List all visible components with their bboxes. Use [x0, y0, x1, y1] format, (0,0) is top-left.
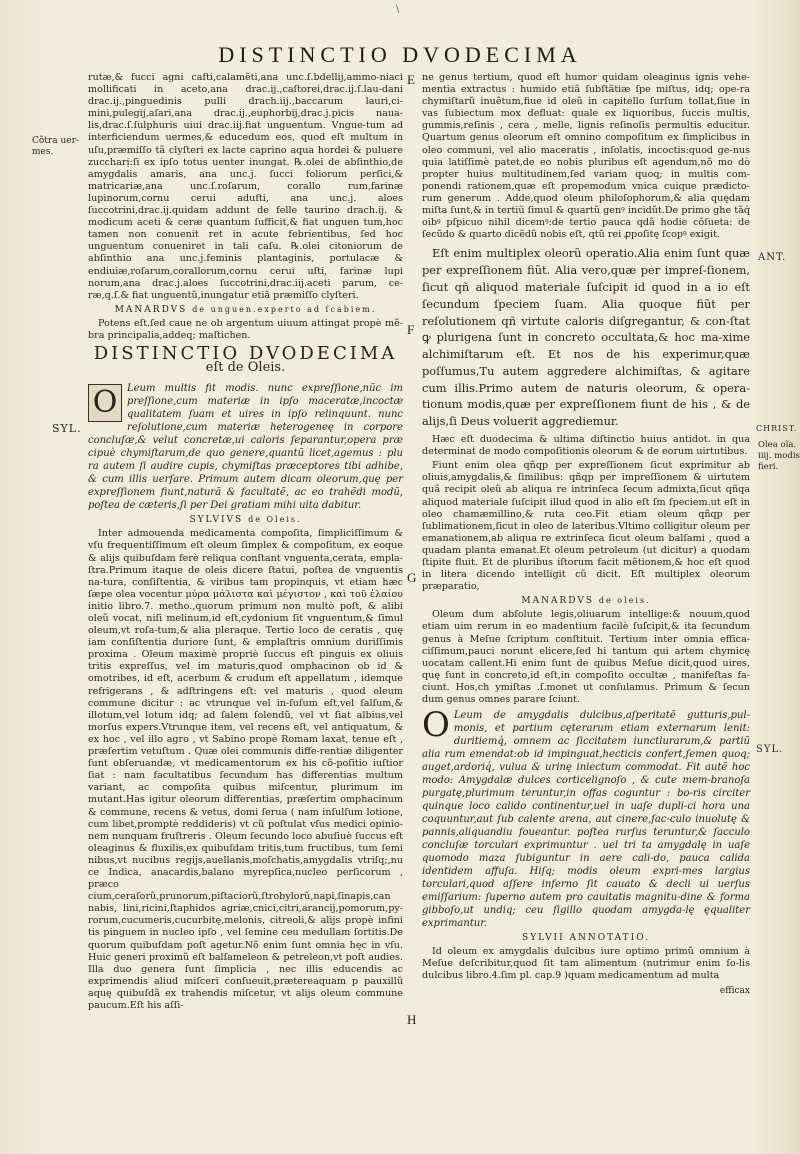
- left-column: [88, 72, 403, 1014]
- dropcap-o: O: [88, 384, 122, 422]
- section-letter-f: F: [407, 322, 415, 337]
- right-paragraph-5: Oleum dum abſolute legis,oliuarum intellige:& nouum,quod etiam uim rerum in eo madentium facilè ſuſcipit,& ita ſecundum genus à Meſue ſcriptum conſtituit. Tertium inter omnia effica-ciſſimum,pauci norunt elicere,ſed hi tantum qui artem chymicę uocatam callent.Hi enim ſunt de quibus Meſue dicit,quod uires, quę ſunt in concreto,id eſt,in compoſito occultæ , manifeſtas fa-ciunt. Hos,ch ymiſtas .ſ.monet ut conſulamus. Primum & ſecun dum genus omnes parare ſciunt.: [422, 609, 750, 706]
- margin-label-christ: CHRIST.: [756, 424, 798, 433]
- italic-intro-text: Leum multis fit modis. nunc expreſſione,nũc im preſſione,cum materiæ in ipſo maceratæ,incoctæ qualitatem ſuam et uires in ipſo relinquunt. nunc reſolutione,cum materiæ heterogeneę in corpore concluſæ,& velut concretæ,ui caloris ſeparantur,opera præ cipuè chymiſtarum,de quo genere,quantũ licet,agemus : plu ra autem ſi audire cupis, chymiſtas præceptores tibi adhibe, & cum illis uerſare. Primum autem dicam oleorum,quę per expreſſionem fiunt,naturã & facultatẽ, ac eo trahẽdi modũ, poſtea de cæteris,ſi per Dei gratiam mihi uita dabitur.: [88, 383, 403, 512]
- right-paragraph-4: Fiunt enim olea qñqp per expreſſionem ſicut exprimitur ab oliuis,amygdalis,& ſimilibus: qñqp per impreſſionem & uirtutem quã recipit oleũ ab aliqua re intrinſeca ſecum admixta,ſicut qñqa aliquod materiale ſuſcipit illud quod in alio eſt ſm ſpeciem.ut eſt in oleo chamæmillino,& ruta ceo.Fit etiam oleum qñqp per ſublimationem,ſicut in oleo de lateribus.Vltimo colligitur oleum per emanationem,ab aliqua re extrinſeca ſicut oleum balſami , quod a quadam planta emanat.Et oleum petroleum (ut dicitur) a quodam ſtipite fluit. Et de pluribus iſtorum facit mẽtionem,& hoc eſt quod in litera dicendo intelligit cũ dicit. Eſt multiplex oleorum præparatio,: [422, 460, 750, 593]
- sylvius-signature: [88, 514, 403, 526]
- italic-amygdalis-text: Leum de amygdalis dulcibus,aſperitatẽ gutturis,pul-monis, et partium cęterarum etiam externarum lenit: duritiemq́, omnem ac ſiccitatem iunctlurarum,& partiũ alia rum emendat:ob id impinguat,hecticis confert,ſemen quoq; auget,ardoriq́, vulua & urinę iniectum commodat. Fit autẽ hoc modo: Amygdalæ dulces corticelignoſo , & cute mem-branoſa purgatę,plurimum teruntur,in offas coguntur : bo-ris circiter quinque loco calido continentur,uel in uaſe dupli-ci hora una coquuntur,aut ſub calente arena, aut cinere,ſac-culo inuolutę & pannis,aliquandiu foueantur. poſtea rurſus teruntur,& ſacculo concluſæ torculari exprimuntur . uel tri ta amygdalę in uaſe quomodo maza ſubiguntur in aere cali-do, pauca calida identidem affuſa. Hiſq; modis oleum expri-mes largius torculari,quod aſſere inferno ſit cauato & decli ui uerſus emiſſarium: ſuperno autem pro cauitatis magnitu-dine & forma gibboſo,ut undiq; ceu ſigillo quodam amygda-lę ęqualiter exprimantur.: [422, 710, 750, 930]
- dropcap-o-right: O: [422, 705, 450, 746]
- left-paragraph-3: Inter admouenda medicamenta compoſita, ſimpliciſſimum & vſu frequentiſſimum eſt oleum ſimplex & compoſitum, ex eoque & alijs quibuſdam ferè reliqua conſtant vnguenta,cerata, empla-ſtra.Primum itaque de oleis dicere ſtatui, poſtea de vnguentis na-tura, conſiſtentia, & viribus tam propinquis, vt etiam hæc ſæpe olea vocentur μύρα μάλιστα καὶ μέγιστον , καὶ τοῦ ἐλαίου initio libro.7. metho.,quorum primum non multò poſt, & alibi oleũ vocat, niſi melinum,id eſt,cydonium ſit vnguentum,& ſimul oleum,vt roſa-tum,& alia pleraque. Tertio loco de ceratis , quę iam conſiſtentia duriore ſunt, & emplaſtris omnium duriſſimis proxima . Oleum maximè propriè ſuccus eſt pinguis ex oliuis tritis expreſſus, vel im maturis,quod omphacinon ob id & omotribes, id eſt, acerbum & crudum eſt appellatum , idemque refrigerans , & adſtringens eſt: vel maturis , quod oleum commune dicitur : ac vtrunque vel in-ſuſum eſt,vel ſalſum,& illotum,vel lotum idq; ad ſalem ſolendũ, vel vt ſiat albius,vel morſus expers.Vtrunque item, vel recens eſt, vel antiquatum, & ex hoc , vel illo agro , vt Sabino propè Romam laxat, tenue eſt , præſertim vetuſtum . Quæ olei communis diffe-rentiæ diligenter ſunt obſeruandæ, vt medicamentorum ex his cõ-poſitio iuſtior ſiat : nam facultatibus ſecundum has differentias multum variant, ac compoſita quibus miſcentur, plurimum im mutant.Has igitur oleorum differentias, præſertim omphacinum & commune, recens & vetus, domi ſerua ( nam inſulſum lotione, cum libet,promptè reddideris) vt cũ poſtulat vſus medici opinio-nem nunquam fruſtreris . Oleum ſecundo loco abuſiuè ſuccus eſt oleaginus & fluxilis,ex quibuſdam tritis,tum fructibus, tum ſemi nibus,vt nucibus regijs,auellanis,moſchatis,amygdalis vtriſq;,nu ce Indica, anacardis,balano myrepſica,nucleo perſicorum , præco cium,ceraſorũ,prunorum,piſtaciorũ,ſtrobylorũ,napi,ſinapis,can nabis, lini,ricini,ſtaphidos agriæ,cnici,citri,arancij,pomorum,py-rorum,cucumeris,cucurbitę,melonis, citreoli,& alijs propè infini tis pinguem in nucleo ipſo , vel ſemine ceu medullam ſortitis.De quorum quibuſdam poſt agetur.Nõ enim ſunt omnia hęc in vſu. Huic generi proximũ eſt balſameleon & petreleon,vt poſt audies. Illa duo genera ſunt ſimplicia , nec illis educendis ac exprimendis aliud miſceri conſueuit,prætereaquam p pauxillũ aquę quibuſdã ex trahendis miſcetur, vt alijs oleum commune paucum.Eſt his aſſi-: [88, 528, 403, 1011]
- margin-note-contra-uermes: Cõtra uer- mes.: [32, 136, 79, 157]
- margin-label-ant: ANT.: [758, 252, 787, 263]
- italic-amygdalis: [422, 705, 750, 930]
- left-paragraph-2: Potens eſt.ſed caue ne ob argentum uiuum attingat propè mẽ-bra principalia,addeq; maſtichen.: [88, 317, 403, 341]
- sylvii-annotatio: SYLVII ANNOTATIO.: [522, 933, 650, 944]
- manardus-title-right: de oleis.: [598, 596, 651, 606]
- right-column: [422, 72, 750, 997]
- catchword: efficax: [719, 985, 750, 996]
- running-head: DISTINCTIO DVODECIMA: [218, 42, 582, 67]
- section-letter-g: G: [407, 570, 417, 585]
- right-paragraph-1: ne genus tertium, quod eſt humor quidam oleaginus ignis vehe-mentia extractus : humido etiã ſubſtãtiæ ſpe miſtus, idq; ope-ra chymiſtarũ inuẽtum,fiue id oleũ in capitello ſurſum tollat,ſiue in vas ſubiectum mox defluat: quale ex liquoribus, ſuccis multis, gummis,reſinis , cera , melle, lignis reſinoſis permultis educitur. Quartum genus oleorum eſt omnino compoſitum ex ſimplicibus in oleo communi, vel alio maceratis , inſolatis, incoctis:quod ge-nus quia latiſſimè patet,de eo nobis pluribus eſt agendum,nõ mo dò propter huius multitudinem,ſed variam quoq; in multis com-ponendi rationem,quæ eſt propemodum vnica cuique prædicto-rum generum . Adde,quod oleum philoſophorum,& alia quędam miſta ſunt,& in tertiũ ſimul & quartũ genꝰ incidũt.De primo ghe tãq́ oibꝰ pſpicuo nihil dicemꝰ:de tertio pauca qdã hodie cõſueta: de ſecũdo & quarto dicẽdũ nobis eſt, qtũ rei ꝓpoſitę ſcopꝰ exigit.: [422, 72, 750, 241]
- chapter-subtitle: eſt de Oleis.: [205, 360, 286, 376]
- section-letter-e: E: [407, 72, 415, 87]
- section-letter-h: H: [407, 1012, 417, 1027]
- right-paragraph-2: Eſt enim multiplex oleorũ operatio.Alia enim ſunt quæ per expreſſionem fiũt. Alia vero,quæ per impreſ-ſionem, ſicut qñ aliquod materiale ſuſcipit id quod in a io eſt ſecundum ſpeciem ſuam. Alia quoque fiũt per reſolutionem qñ virtute caloris diſgregantur, & con-ſtat ꝙ plurigena ſunt in concreto occultata,& hoc ma-xime alchimiſtarum eſt. Et nos de his experimur,quæ poſſumus,Tu autem aggredere alchimiſtas, & agitare cum illis.Primo autem de naturis oleorum, & opera-tionum modis,quæ per expreſſionem fiunt de his , & de alijs,ſi Deus voluerit aggrediemur.: [422, 246, 750, 429]
- manardus-signature-right: [422, 595, 750, 607]
- margin-label-syl-right: SYL.: [756, 744, 784, 755]
- sylvius-name: SYLVIVS: [189, 515, 244, 526]
- manardus-name-right: MANARDVS: [521, 596, 594, 607]
- top-mark: \: [396, 4, 400, 15]
- margin-note-olea: Olea oĩa. iiij. modis fieri.: [758, 440, 800, 472]
- chapter-title: DISTINCTIO DVODECIMA: [93, 343, 398, 365]
- manardus-signature-left: [88, 304, 403, 316]
- right-paragraph-3: Hæc eſt duodecima & ultima diſtinctio huius antidot. in qua determinat de modo compoſitionis oleorum & de eorum uirtutibus.: [422, 434, 750, 458]
- manardus-name: MANARDVS: [114, 304, 188, 315]
- manardus-title: de unguen.experto ad ſcabiem.: [192, 304, 377, 314]
- italic-intro: [88, 382, 403, 512]
- left-paragraph-1: rutæ,& fucci agni cafti,calamẽti,ana unc.ſ.bdellij,ammo-niaci mollificati in aceto,ana drac.ij.,caſtorei,drac.ij.ſ.lau-dani drac.ij.,pinguedinis pulli drach.iij.,baccarum lauri,ci-mini,pulegij,aſari,ana drac.ij.,euphorbij,drac.j.picis naua-lis,drac.ſ.ſulphuris uiui drac.iij.fiat unguentum. Vngue-tum ad interficiendum uermes,& educedum eos, quod eſt multum in uſu,præmiſſo tã clyſteri ex lacte caprino aqua hordei & puluere zuccharị:ſi ex ipſo totus uenter inungat. ℞.olei de abſinthio,de amygdalis amaris, ana unc.j. ſucci foliorum perſici,& matricariæ,ana unc.ſ.roſarum, corallo rum,farinæ lupinorum,cornu cerui adufti, ana unc.j. aloes ſuccotrini,drac.ij.quidam addunt de felle taurino drach.ij. & modicum aceti & ceræ quantum ſufficit,& fiat unguen tum,hoc tamen non conuenit ret in acute febrientibus, ſed hoc unguentum conueniret in tali caſu. ℞.olei citoniorum de abſinthio ana unc.j.feminis plantaginis, portulacæ & endiuiæ,roſarum,corallorum,cornu cerui uſti, farinæ lupi norum,ana drac.j.aloes ſuccotrini,drac.iij.aceti parum, ce-ræ,q.ſ.& fiat unguentũ,inungatur etiã præmiſſo clyſteri.: [88, 72, 403, 301]
- margin-label-syl-left: SYL.: [52, 422, 82, 435]
- right-paragraph-6: Id oleum ex amygdalis dulcibus iure optimo primũ omnium à Meſue deſcribitur,quod ſit tam alimentum (nutrimur enim ſo-lis dulcibus libro.4.ſim pl. cap.9 )quam medicamentum ad multa: [422, 946, 750, 982]
- sylvius-title: de Oleis.: [248, 515, 302, 525]
